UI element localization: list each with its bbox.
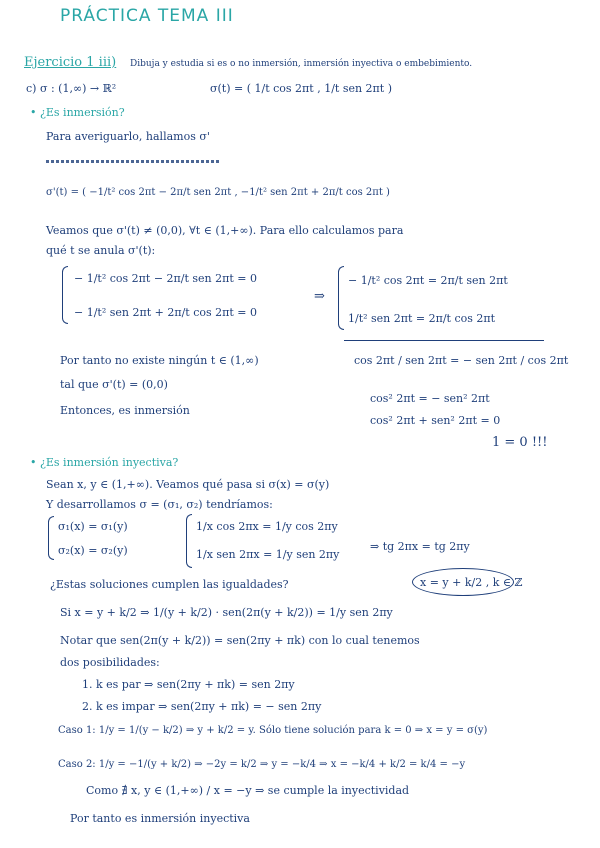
page-title: PRÁCTICA TEMA III (60, 6, 234, 26)
system-4-eq-b: 1/x sen 2πx = 1/y sen 2πy (196, 548, 340, 561)
conclusion-line-3: Entonces, es inmersión (60, 404, 190, 417)
ratio-equation: cos 2πt / sen 2πt = − sen 2πt / cos 2πt (354, 354, 569, 367)
caso-2: Caso 2: 1/y = −1/(y + k/2) ⇒ −2y = k/2 ⇒ y = −k/4 ⇒ x = −k/4 + k/2 = k/4 = −y (58, 759, 466, 770)
section-2-line-1: Sean x, y ∈ (1,+∞). Veamos qué pasa si σ(x) = σ(y) (46, 478, 330, 491)
contradiction: 1 = 0 !!! (492, 435, 548, 450)
equation-1: cos² 2πt = − sen² 2πt (370, 392, 490, 405)
system-1-eq-a: − 1/t² cos 2πt − 2π/t sen 2πt = 0 (74, 272, 257, 285)
solutions-question: ¿Estas soluciones cumplen las igualdades? (50, 578, 289, 591)
tangent-equation: ⇒ tg 2πx = tg 2πy (370, 540, 470, 553)
solution: x = y + k/2 , k ∈ ℤ (420, 576, 523, 589)
derivative: σ'(t) = ( −1/t² cos 2πt − 2π/t sen 2πt , −1/t² sen 2πt + 2π/t cos 2πt ) (46, 187, 390, 198)
substitution: Si x = y + k/2 ⇒ 1/(y + k/2) · sen(2π(y + k/2)) = 1/y sen 2πy (60, 606, 393, 619)
system-3-eq-b: σ₂(x) = σ₂(y) (58, 544, 128, 557)
final-conclusion: Por tanto es inmersión inyectiva (70, 812, 250, 825)
note-line-2: dos posibilidades: (60, 656, 160, 669)
equation-2: cos² 2πt + sen² 2πt = 0 (370, 414, 501, 427)
system-brace-2 (338, 266, 344, 330)
system-brace-3 (48, 516, 54, 560)
exercise-statement: Dibuja y estudia si es o no inmersión, inmersión inyectiva o embebimiento. (130, 59, 473, 69)
system-4-eq-a: 1/x cos 2πx = 1/y cos 2πy (196, 520, 338, 533)
system-2-eq-b: 1/t² sen 2πt = 2π/t cos 2πt (348, 312, 496, 325)
claim-line-2: qué t se anula σ'(t): (46, 244, 156, 257)
crossed-out-text (46, 160, 221, 163)
case-even: 1. k es par ⇒ sen(2πy + πk) = sen 2πy (82, 678, 295, 691)
section-1-question: • ¿Es inmersión? (30, 106, 125, 119)
exercise-label: Ejercicio 1 iii) (24, 55, 117, 70)
map-formula: σ(t) = ( 1/t cos 2πt , 1/t sen 2πt ) (210, 82, 392, 95)
map-definition: c) σ : (1,∞) → ℝ² (26, 82, 117, 95)
conclusion-line-2: tal que σ'(t) = (0,0) (60, 378, 168, 391)
caso-1: Caso 1: 1/y = 1/(y − k/2) ⇒ y + k/2 = y. Sólo tiene solución para k = 0 ⇒ x = y = σ(y) (58, 725, 488, 736)
system-2-eq-a: − 1/t² cos 2πt = 2π/t sen 2πt (348, 274, 508, 287)
conclusion-line-1: Por tanto no existe ningún t ∈ (1,∞) (60, 354, 259, 367)
section-2-line-2: Y desarrollamos σ = (σ₁, σ₂) tendríamos: (46, 498, 273, 511)
case-odd: 2. k es impar ⇒ sen(2πy + πk) = − sen 2πy (82, 700, 322, 713)
section-2-question: • ¿Es inmersión inyectiva? (30, 456, 179, 469)
system-1-eq-b: − 1/t² sen 2πt + 2π/t cos 2πt = 0 (74, 306, 257, 319)
implies-arrow: ⇒ (314, 289, 325, 304)
system-brace-4 (186, 514, 192, 568)
claim-line-1: Veamos que σ'(t) ≠ (0,0), ∀t ∈ (1,+∞). Para ello calculamos para (46, 224, 404, 237)
system-brace-1 (62, 266, 68, 324)
injectivity-statement: Como ∄ x, y ∈ (1,+∞) / x = −y ⇒ se cumple la inyectividad (86, 784, 410, 797)
system-3-eq-a: σ₁(x) = σ₁(y) (58, 520, 128, 533)
divider-line (344, 340, 544, 341)
note-line-1: Notar que sen(2π(y + k/2)) = sen(2πy + πk) con lo cual tenemos (60, 634, 420, 647)
section-1-intro: Para averiguarlo, hallamos σ' (46, 130, 210, 143)
